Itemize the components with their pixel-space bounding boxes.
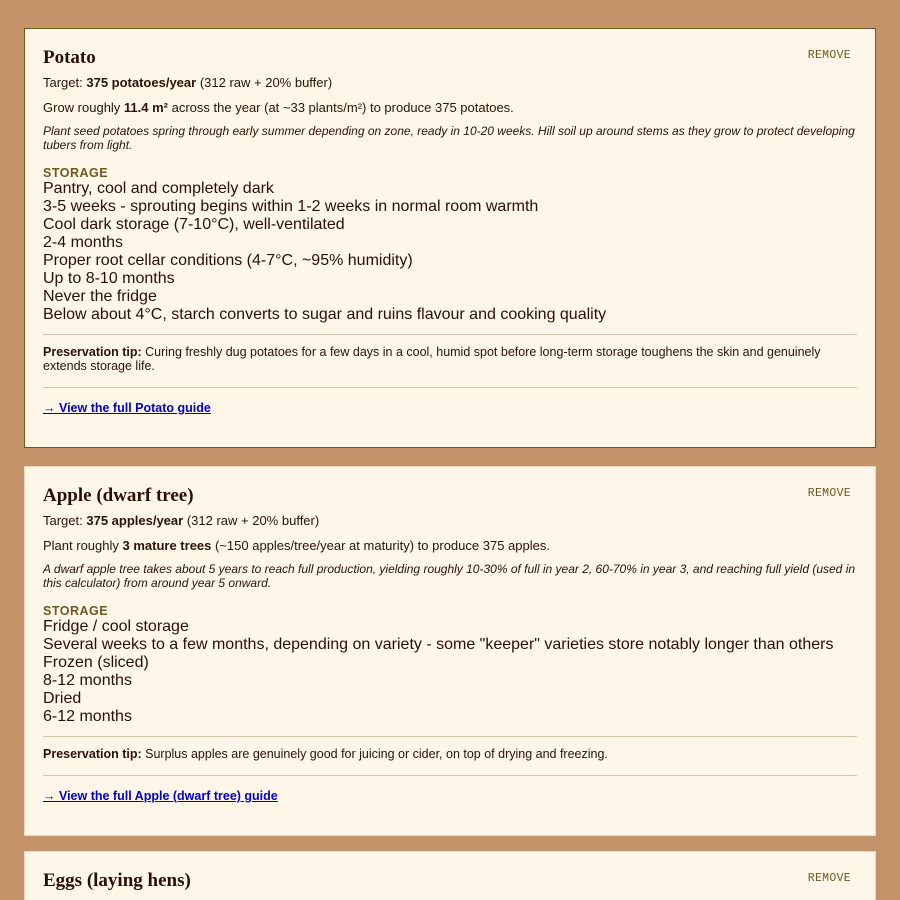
storage-label: STORAGE [43, 604, 109, 618]
storage-line: Pantry, cool and completely dark [43, 180, 274, 197]
preservation-tip [43, 345, 857, 373]
divider [43, 334, 857, 335]
storage-list [43, 618, 857, 726]
storage-line: 8-12 months [43, 672, 132, 689]
crop-card-potato [24, 28, 876, 448]
tip-text: Surplus apples are genuinely good for juicing or cider, on top of drying and freezing. [141, 747, 608, 761]
target-suffix: (312 raw + 20% buffer) [183, 513, 320, 528]
storage-line: Below about 4°C, starch converts to sugar and ruins flavour and cooking quality [43, 306, 607, 323]
storage-line: Several weeks to a few months, depending on variety - some "keeper" varieties store notably longer than others [43, 636, 834, 653]
divider [43, 387, 857, 388]
card-title: Apple (dwarf tree) [43, 485, 194, 506]
divider [43, 736, 857, 737]
remove-button[interactable]: REMOVE [807, 487, 851, 500]
target-prefix: Target: [43, 75, 87, 90]
tip-text: Curing freshly dug potatoes for a few days in a cool, humid spot before long-term storage toughens the skin and genuinely extends storage life. [43, 345, 821, 373]
grow-suffix: (~150 apples/tree/year at maturity) to produce 375 apples. [211, 538, 550, 553]
grow-value: 3 mature trees [122, 538, 212, 553]
storage-line: Cool dark storage (7-10°C), well-ventilated [43, 216, 345, 233]
growing-note: Plant seed potatoes spring through early summer depending on zone, ready in 10-20 weeks. Hill soil up around stems as they grow to protect developing tubers from light. [43, 124, 855, 152]
grow-line [43, 538, 857, 554]
storage-line: Up to 8-10 months [43, 270, 175, 287]
storage-list [43, 180, 857, 324]
storage-line: Dried [43, 690, 82, 707]
storage-line: Fridge / cool storage [43, 618, 189, 635]
grow-prefix: Plant roughly [43, 538, 123, 553]
tip-label: Preservation tip: [43, 747, 142, 761]
grow-suffix: across the year (at ~33 plants/m²) to produce 375 potatoes. [168, 100, 514, 115]
target-value: 375 apples/year [86, 513, 184, 528]
grow-line [43, 100, 857, 116]
storage-line: 2-4 months [43, 234, 124, 251]
storage-label: STORAGE [43, 166, 109, 180]
remove-button[interactable]: REMOVE [807, 49, 851, 62]
card-title: Potato [43, 47, 96, 68]
storage-line: 3-5 weeks - sprouting begins within 1-2 weeks in normal room warmth [43, 198, 539, 215]
target-line [43, 513, 857, 529]
storage-line: Never the fridge [43, 288, 157, 305]
crop-card-apple [24, 466, 876, 836]
guide-link-potato[interactable]: → View the full Potato guide [43, 401, 211, 415]
divider [43, 775, 857, 776]
target-prefix: Target: [43, 513, 87, 528]
storage-line: Proper root cellar conditions (4-7°C, ~95% humidity) [43, 252, 413, 269]
storage-line: 6-12 months [43, 708, 132, 725]
preservation-tip [43, 747, 857, 761]
guide-link-apple[interactable]: → View the full Apple (dwarf tree) guide [43, 789, 278, 803]
storage-line: Frozen (sliced) [43, 654, 149, 671]
growing-note: A dwarf apple tree takes about 5 years to reach full production, yielding roughly 10-30% of full in year 2, 60-70% in year 3, and reaching full yield (used in this calculator) from around year 5 onward. [43, 562, 856, 590]
crop-card-eggs [24, 851, 876, 900]
remove-button[interactable]: REMOVE [807, 872, 851, 885]
grow-prefix: Grow roughly [43, 100, 124, 115]
grow-value: 11.4 m² [123, 100, 169, 115]
tip-label: Preservation tip: [43, 345, 142, 359]
target-line [43, 75, 857, 91]
target-value: 375 potatoes/year [86, 75, 197, 90]
card-title: Eggs (laying hens) [43, 870, 191, 891]
target-suffix: (312 raw + 20% buffer) [196, 75, 333, 90]
